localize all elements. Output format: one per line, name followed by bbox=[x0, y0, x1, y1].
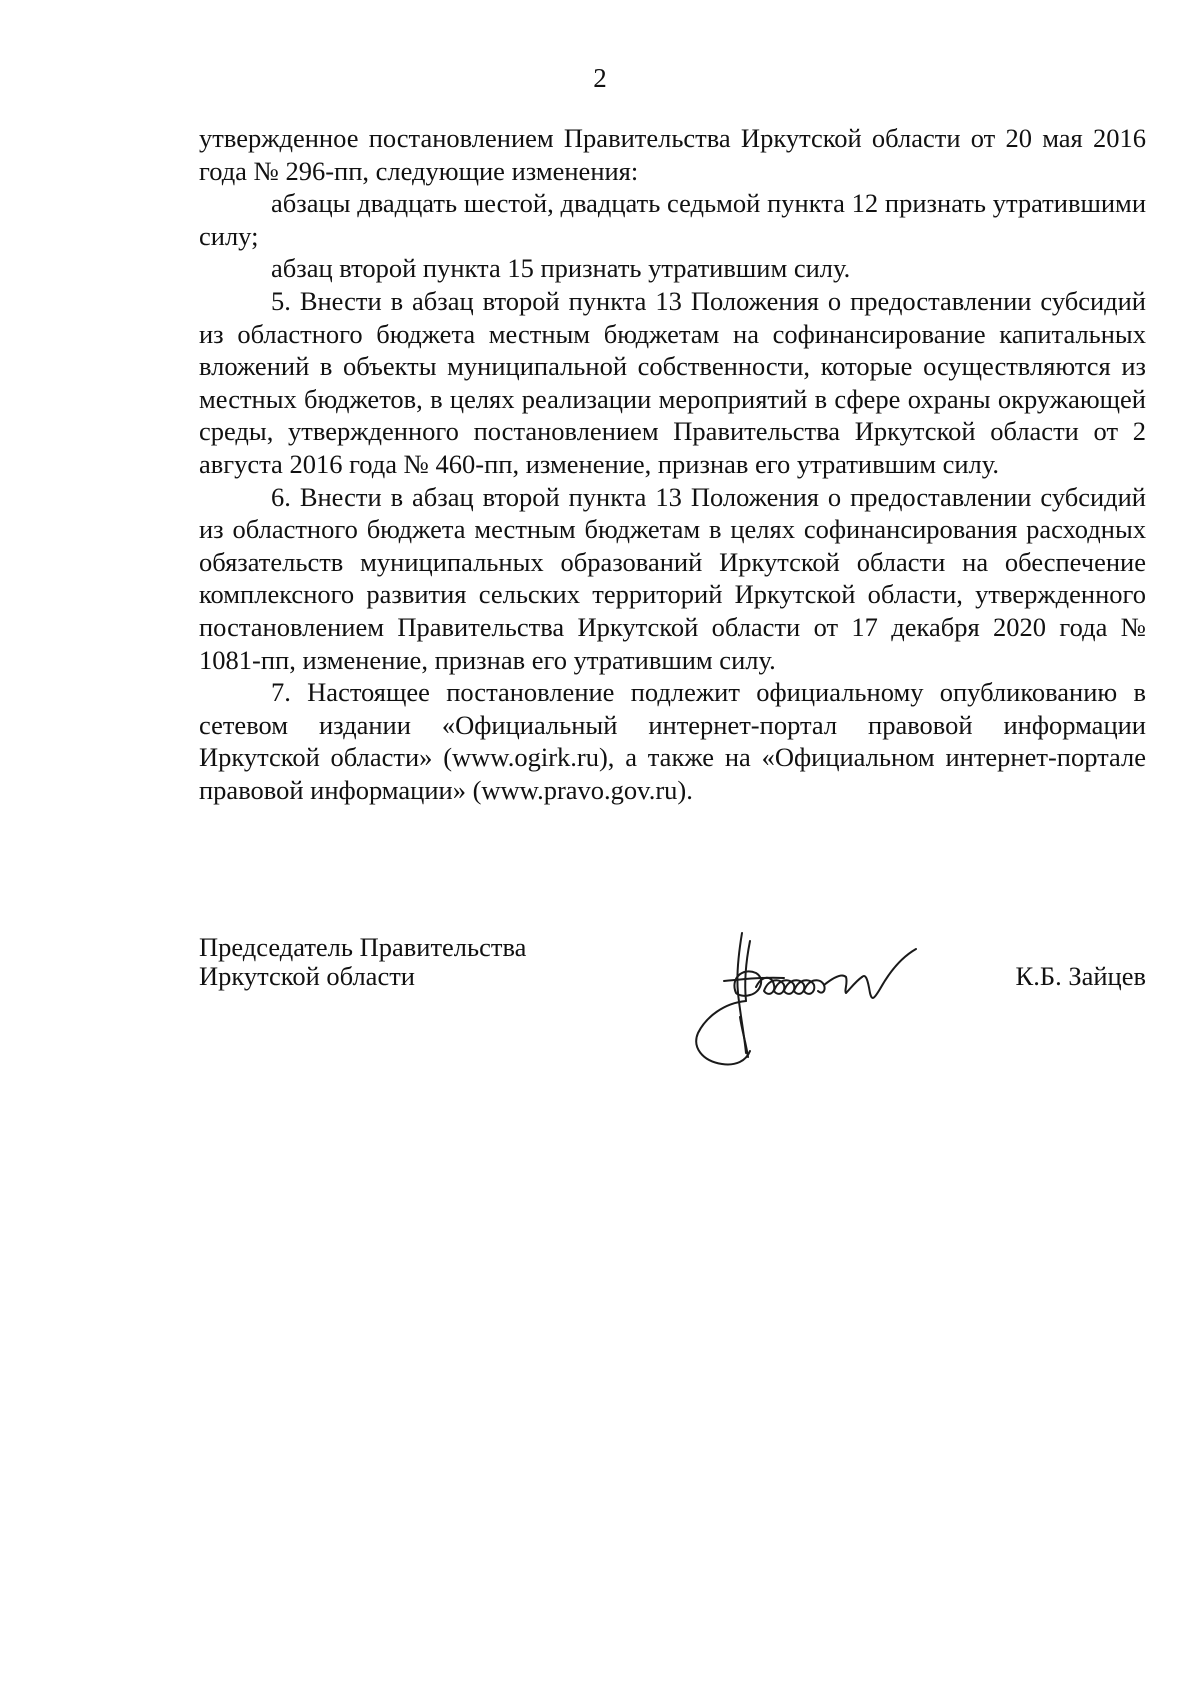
signer-title bbox=[199, 933, 526, 991]
signer-name: К.Б. Зайцев bbox=[1015, 961, 1146, 991]
paragraph-amendment-intro: утвержденное постановлением Правительства Иркутской области от 20 мая 2016 года № 296-пп, следующие изменения: bbox=[199, 123, 1146, 186]
paragraph-point-7: 7. Настоящее постановление подлежит официальному опубликованию в сетевом издании «Официальный интернет-портал правовой информации Иркутской области» (www.ogirk.ru), а также на «Официальном интернет-портале правовой информации» (www.pravo.gov.ru). bbox=[199, 677, 1146, 805]
document-body bbox=[199, 122, 1146, 806]
page-number: 2 bbox=[593, 63, 607, 93]
handwritten-signature bbox=[684, 921, 964, 1071]
paragraph-point-5: 5. Внести в абзац второй пункта 13 Положения о предоставлении субсидий из областного бюджета местным бюджетам на софинансирование капитальных вложений в объекты муниципальной собственности, которые осуществляются из местных бюджетов, в целях реализации мероприятий в сфере охраны окружающей среды, утвержденного постановлением Правительства Иркутской области от 2 августа 2016 года № 460-пп, изменение, признав его утратившим силу. bbox=[199, 285, 1146, 479]
paragraph-point-6: 6. Внести в абзац второй пункта 13 Положения о предоставлении субсидий из областного бюджета местным бюджетам в целях софинансирования расходных обязательств муниципальных образований Иркутской области на обеспечение комплексного развития сельских территорий Иркутской области, утвержденного постановлением Правительства Иркутской области от 17 декабря 2020 года № 1081-пп, изменение, признав его утратившим силу. bbox=[199, 481, 1146, 675]
signer-title-line-1: Председатель Правительства bbox=[199, 932, 527, 962]
paragraph-item-12: абзацы двадцать шестой, двадцать седьмой пункта 12 признать утратившими силу; bbox=[199, 188, 1146, 251]
signature-block bbox=[199, 933, 1146, 1073]
paragraph-item-15: абзац второй пункта 15 признать утратившим силу. bbox=[271, 253, 851, 284]
signer-title-line-2: Иркутской области bbox=[199, 961, 415, 991]
